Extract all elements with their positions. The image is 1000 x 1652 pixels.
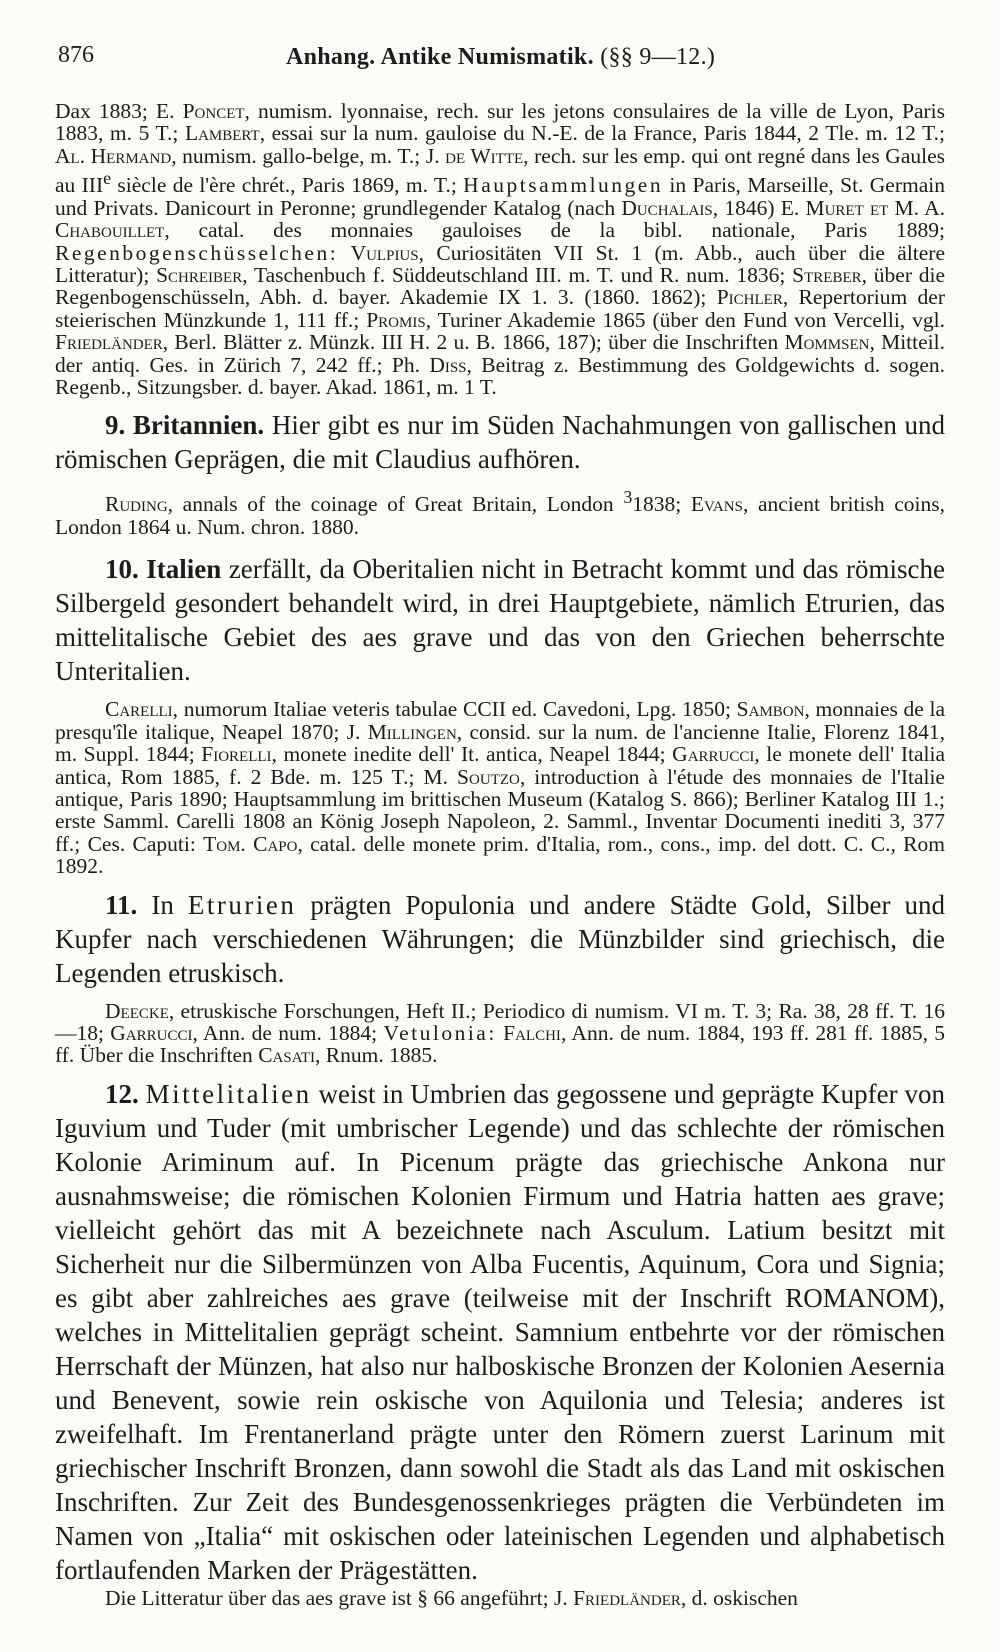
author-name: Friedländer — [573, 1585, 681, 1610]
author-name: Friedländer — [55, 330, 163, 355]
author-name: Falchi — [503, 1021, 561, 1046]
author-name: Poncet — [182, 99, 245, 123]
spaced-term: Mittelitalien — [145, 1078, 312, 1109]
author-name: Millingen — [367, 719, 457, 744]
section-range: (§§ 9—12.) — [600, 44, 716, 70]
author-name: Diss — [429, 352, 467, 377]
author-name: Chabouillet — [55, 218, 165, 243]
author-name: Mommsen — [784, 330, 870, 355]
author-name: Streber — [792, 263, 862, 287]
author-name: Al. Hermand — [55, 143, 172, 168]
section-title: Italien — [146, 554, 222, 585]
section-title: Britannien. — [132, 410, 265, 441]
author-name: Schreiber — [156, 263, 243, 287]
section-number: 11. — [105, 889, 138, 920]
bibliography-paragraph: Die Litteratur über das aes grave ist § 66 angeführt; J. Friedländer, d. oskischen — [105, 1585, 798, 1610]
author-name: Fiorelli — [201, 742, 272, 767]
section-11-paragraph: 11. In Etrurien prägten Populonia und andere Städte Gold, Silber und Kupfer nach verschiedenen Währungen; die Münzbilder sind griechisch, die Legenden etruskisch. — [55, 889, 945, 988]
author-name: Vulpius — [350, 240, 419, 265]
author-name: Garrucci — [672, 742, 755, 767]
bibliography-paragraph: Deecke, etruskische Forschungen, Heft II.; Periodico di numism. VI m. T. 3; Ra. 38, 28 ff. T. 16—18; Garrucci, Ann. de num. 1884; Vetulonia: Falchi, Ann. de num. 1884, 193 ff. 281 ff. 1885, 5 ff. Über die Inschriften Casati, Rnum. 1885. — [55, 998, 946, 1068]
section-number: 10. — [105, 554, 139, 585]
author-name: Garrucci — [110, 1021, 193, 1046]
author-name: Sambon — [736, 697, 805, 722]
section-number: 12. — [105, 1078, 139, 1109]
author-name: de Witte — [445, 143, 524, 168]
author-name: Promis — [366, 307, 426, 332]
author-name: Soutzo — [457, 764, 520, 789]
author-name: Carelli — [105, 697, 173, 722]
author-name: Casati — [258, 1043, 316, 1068]
author-name: Evans — [690, 492, 743, 517]
section-10-paragraph: 10. Italien zerfällt, da Oberitalien nicht in Betracht kommt und das römische Silbergeld gesondert behandelt wird, in drei Hauptgebiete, nämlich Etrurien, das mittelitalische Gebiet des aes grave und das von den Griechen beherrschte Unteritalien. — [55, 554, 946, 687]
section-12-paragraph: 12. Mittelitalien weist in Umbrien das gegossene und geprägte Kupfer von Iguvium und Tuder (mit umbrischer Legende) und das schlechte der römischen Kolonie Ariminum auf. In Picenum prägte das griechische Ankona nur ausnahmsweise; die römischen Kolonien Firmum und Hatria hatten aes grave; vielleicht gehört das mit A bezeichnete nach Asculum. Latium besitzt mit Sicherheit nur die Silbermünzen von Alba Fucentis, Aquinum, Cora und Signia; es gibt aber zahlreiches aes grave (teilweise mit der Inschrift ROMANOM), welches in Mittelitalien geprägt scheint. Samnium entbehrte vor der römischen Herrschaft der Münzen, hat also nur halboskische Bronzen der Kolonien Aesernia und Benevent, sowie rein oskische von Aquilonia und Telesia; anderes ist zweifelhaft. Im Frentanerland prägte unter den Römern zuerst Larinum mit griechischer Inschrift Bronzen, dann sowohl die Stadt als das Land mit oskischen Inschriften. Zur Zeit des Bundesgenossenkrieges prägten die Verbündeten im Namen von „Italia“ mit oskischen oder lateinischen Legenden und alphabetisch fortlaufenden Marken der Prägestätten. — [55, 1078, 946, 1585]
section-number: 9. — [105, 410, 126, 441]
spaced-term: Hauptsammlungen — [463, 173, 664, 198]
author-name: Pichler — [716, 285, 783, 310]
author-name: Lambert — [184, 121, 260, 146]
author-name: Tom. Capo — [203, 831, 298, 856]
running-title-text: Anhang. Antike Numismatik. — [286, 44, 594, 70]
bibliography-paragraph: Carelli, numorum Italiae veteris tabulae CCII ed. Cavedoni, Lpg. 1850; Sambon, monnaies de la presqu'île italique, Neapel 1870; J. Millingen, consid. sur la num. de l'ancienne Italie, Florenz 1841, m. Suppl. 1844; Fiorelli, monete inedite dell' It. antica, Neapel 1844; Garrucci, le monete dell' Italia antica, Rom 1885, f. 2 Bde. m. 125 T.; M. Soutzo, introduction à l'étude des monnaies de l'Italie antique, Paris 1890; Hauptsammlung im brittischen Museum (Katalog S. 866); Berliner Katalog III 1.; erste Samml. Carelli 1808 an König Joseph Napoleon, 2. Samml., Inventar Documenti inediti 3, 377 ff.; Ces. Caputi: Tom. Capo, catal. delle monete prim. d'Italia, rom., cons., imp. del dott. C. C., Rom 1892. — [55, 697, 945, 879]
bibliography-paragraph: Dax 1883; E. Poncet, numism. lyonnaise, rech. sur les jetons consulaires de la ville de Lyon, Paris 1883, m. 5 T.; Lambert, essai sur la num. gauloise du N.-E. de la France, Paris 1844, 2 Tle. m. 12 T.; Al. Hermand, numism. gallo-belge, m. T.; J. de Witte, rech. sur les emp. qui ont regné dans les Gaules au IIIe siècle de l'ère chrét., Paris 1869, m. T.; Hauptsammlungen in Paris, Marseille, St. Germain und Privats. Danicourt in Peronne; grundlegender Katalog (nach Duchalais, 1846) E. Muret et M. A. Chabouillet, catal. des monnaies gauloises de la bibl. nationale, Paris 1889; Regenbogenschüsselchen: Vulpius, Curiositäten VII St. 1 (m. Abb., auch über die ältere Litteratur); Schreiber, Taschenbuch f. Süddeutschland III. m. T. und R. num. 1836; Streber, über die Regenbogenschüsseln, Abh. d. bayer. Akademie IX 1. 3. (1860. 1862); Pichler, Repertorium der steierischen Münzkunde 1, 111 ff.; Promis, Turiner Akademie 1865 (über den Fund von Vercelli, vgl. Friedländer, Berl. Blätter z. Münzk. III H. 2 u. B. 1866, 187); über die Inschriften Mommsen, Mitteil. der antiq. Ges. in Zürich 7, 242 ff.; Ph. Diss, Beitrag z. Bestimmung des Goldgewichts d. sogen. Regenb., Sitzungsber. d. bayer. Akad. 1861, m. 1 T. — [55, 99, 946, 400]
page-body — [55, 100, 945, 1609]
author-name: Deecke — [105, 998, 169, 1023]
page-number: 876 — [58, 42, 94, 68]
bibliography-paragraph: Ruding, annals of the coinage of Great Britain, London $^3$1838; Evans, ancient british coins, London 1864 u. Num. chron. 1880. — [55, 487, 945, 539]
section-9-paragraph: 9. Britannien. Hier gibt es nur im Süden Nachahmungen von gallischen und römischen Geprägen, die mit Claudius aufhören. — [55, 410, 945, 475]
spaced-term: Etrurien — [187, 889, 297, 920]
author-name: Muret et — [805, 195, 889, 220]
running-head — [58, 34, 938, 74]
spaced-term: Regenbogenschüsselchen: — [55, 240, 339, 265]
author-name: Duchalais — [621, 195, 713, 220]
spaced-term: Vetulonia: — [383, 1021, 497, 1046]
running-title — [286, 44, 715, 71]
author-name: Ruding — [105, 492, 168, 517]
